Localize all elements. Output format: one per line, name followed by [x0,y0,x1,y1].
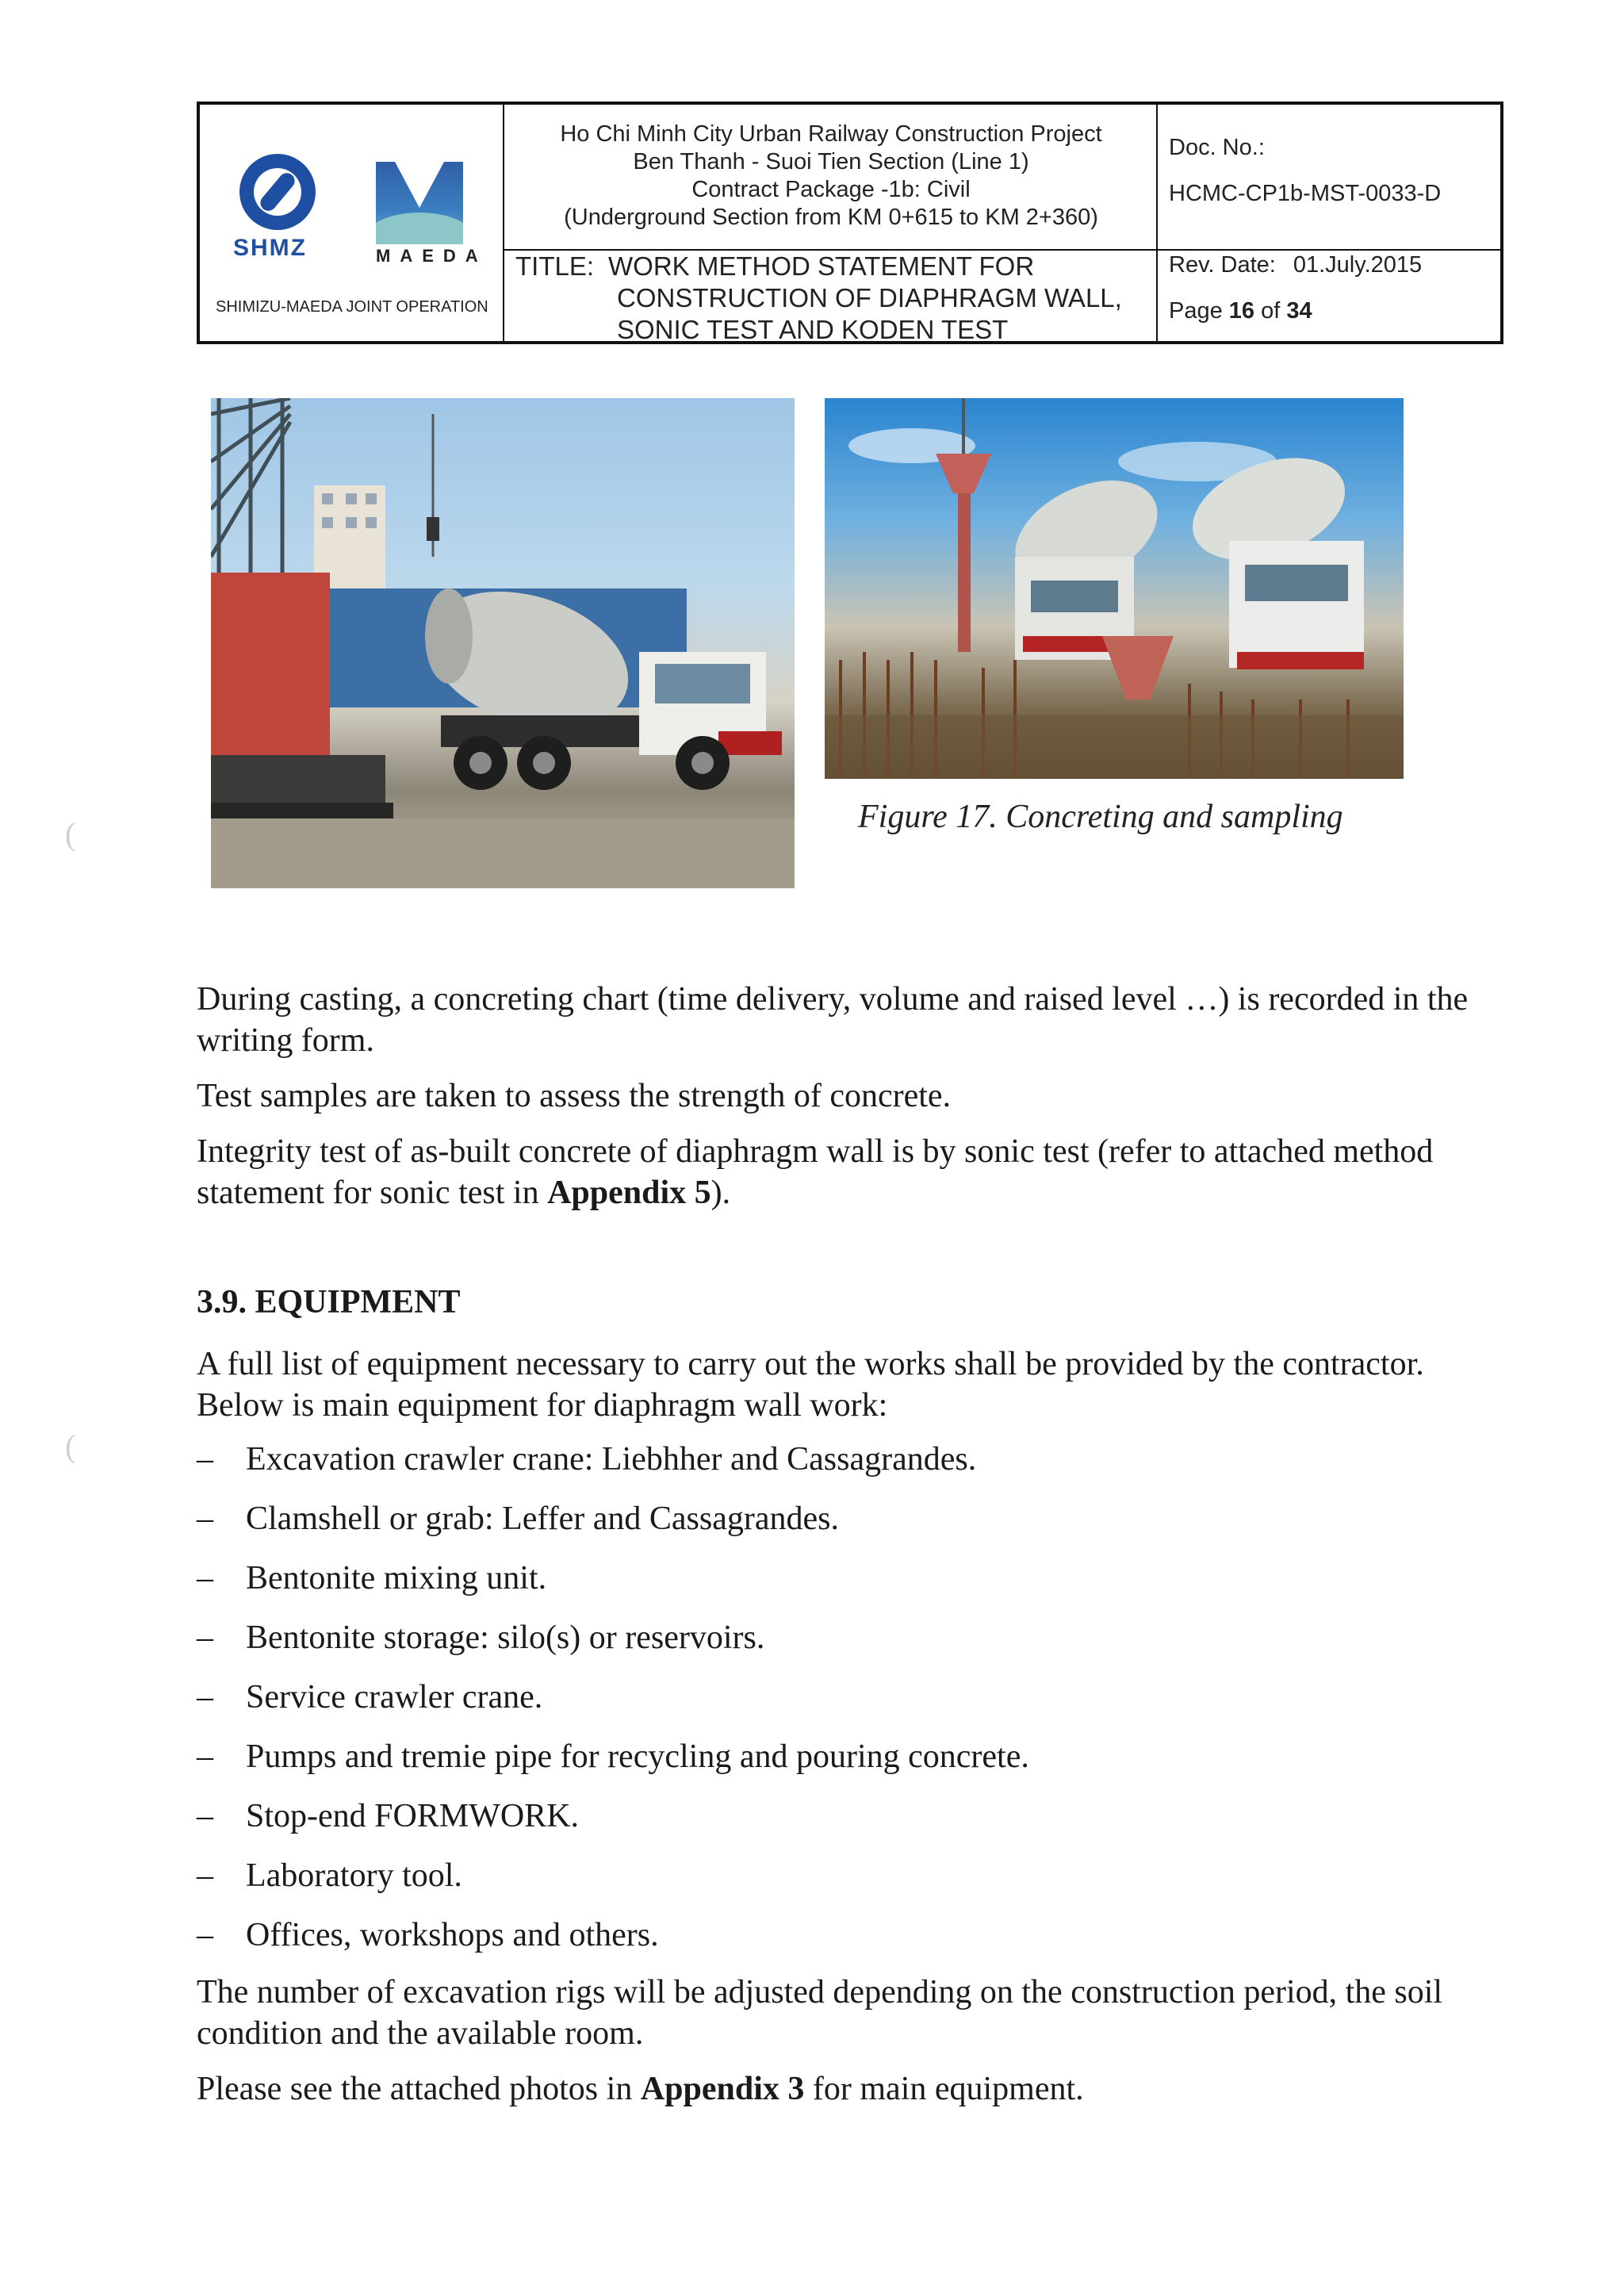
shimizu-logo-icon [239,154,316,230]
equipment-item [197,1796,579,1837]
integrity-text: Integrity test of as-built concrete of diaphragm wall is by sonic test (refer to attached method statement for sonic test in [197,1133,1434,1211]
bullet-dash: – [197,1679,213,1715]
title-label: TITLE: [515,251,595,281]
paragraph-integrity [197,1131,1513,1213]
appendix-5-ref: Appendix 5 [547,1175,711,1211]
page-prefix: Page [1169,298,1223,324]
page-of: of [1261,298,1281,324]
equipment-item [197,1617,764,1658]
project-line: Ben Thanh - Suoi Tien Section (Line 1) [633,149,1029,174]
bullet-dash: – [197,1560,213,1596]
title-line: CONSTRUCTION OF DIAPHRAGM WALL, [617,283,1122,312]
page-current: 16 [1228,298,1255,324]
paragraph: During casting, a concreting chart (time delivery, volume and raised level …) is recorded in the writing form. [197,981,1469,1059]
bullet-dash: – [197,1501,213,1537]
maeda-logo-icon [376,162,463,244]
project-line: Ho Chi Minh City Urban Railway Construction Project [560,121,1102,147]
figure-caption: Figure 17. Concreting and sampling [858,799,1343,835]
section-intro: A full list of equipment necessary to carry out the works shall be provided by the contractor. Below is main equipment for diaphragm wall work: [197,1346,1424,1424]
equipment-item-text: Stop-end FORMWORK. [246,1798,580,1834]
equipment-item-text: Pumps and tremie pipe for recycling and pouring concrete. [246,1738,1029,1775]
project-description [506,121,1156,232]
bullet-dash: – [197,1798,213,1834]
doc-number-label: Doc. No.: [1169,135,1265,160]
rigs-note: The number of excavation rigs will be adjusted depending on the construction period, the soil condition and the available room. [197,1974,1443,2052]
rev-date-label: Rev. Date: [1169,252,1276,278]
project-line: Contract Package -1b: Civil [691,177,971,202]
equipment-item-text: Clamshell or grab: Leffer and Cassagrandes. [246,1501,839,1537]
photos-note-text-end: for main equipment. [804,2071,1084,2107]
equipment-item [197,1558,546,1599]
equipment-item-text: Laboratory tool. [246,1857,462,1894]
page-total: 34 [1286,298,1312,324]
rev-date-value: 01.July.2015 [1293,252,1423,278]
page-number [1169,298,1312,324]
equipment-item [197,1736,1029,1777]
title-line: WORK METHOD STATEMENT FOR [608,251,1035,281]
equipment-item-text: Excavation crawler crane: Liebhher and Cassagrandes. [246,1441,977,1478]
bullet-dash: – [197,1917,213,1953]
appendix-3-ref: Appendix 3 [640,2071,805,2107]
equipment-item-text: Bentonite storage: silo(s) or reservoirs. [246,1619,765,1656]
equipment-item [197,1439,976,1480]
bullet-dash: – [197,1619,213,1656]
concreting-sampling-photo [825,398,1404,779]
project-line: (Underground Section from KM 0+615 to KM 2+360) [564,205,1098,230]
document-header [197,102,1503,344]
maeda-logo-text: MAEDA [376,246,488,266]
margin-mark: ( [65,816,76,852]
equipment-item [197,1677,542,1718]
revision-date [1169,252,1422,278]
header-divider [1156,105,1158,341]
joint-operation-label: SHIMIZU-MAEDA JOINT OPERATION [216,298,488,316]
section-heading: 3.9. EQUIPMENT [197,1284,461,1320]
equipment-item [197,1855,462,1896]
equipment-item-text: Offices, workshops and others. [246,1917,659,1953]
paragraph: Test samples are taken to assess the strength of concrete. [197,1078,952,1114]
doc-number-value: HCMC-CP1b-MST-0033-D [1169,181,1442,206]
margin-mark: ( [65,1428,76,1464]
title-line: SONIC TEST AND KODEN TEST [617,315,1009,344]
company-logo-block [200,105,504,341]
bullet-dash: – [197,1738,213,1775]
equipment-item [197,1498,839,1539]
concrete-truck-photo [211,398,795,888]
equipment-item-text: Bentonite mixing unit. [246,1560,547,1596]
photos-note-text: Please see the attached photos in [197,2071,641,2107]
integrity-text-end: ). [710,1175,731,1211]
equipment-item-text: Service crawler crane. [246,1679,543,1715]
equipment-item [197,1915,659,1956]
shimizu-logo-text: SHMZ [233,235,307,261]
bullet-dash: – [197,1857,213,1894]
photos-note [197,2068,1513,2110]
bullet-dash: – [197,1441,213,1478]
document-title [515,251,1150,346]
